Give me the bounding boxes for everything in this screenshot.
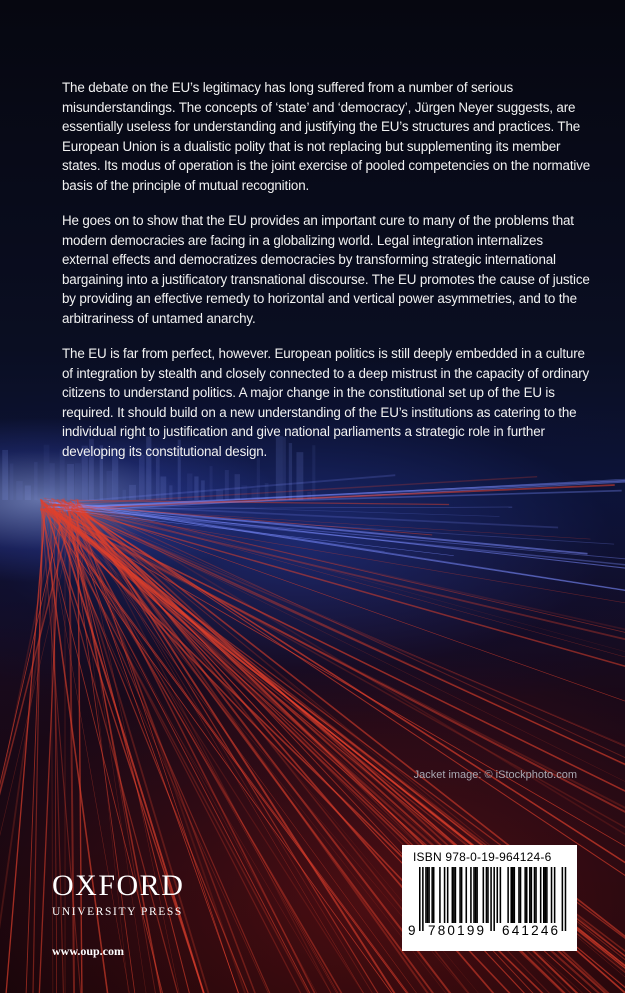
blurb-paragraph-1: The debate on the EU’s legitimacy has long suffered from a number of serious misunderstandings. The concepts of ‘state’ and ‘democracy’, Jürgen Neyer suggests, are essentially useless for understanding and justifying the EU’s structures and practices. The European Union is a dualistic polity that is not replacing but supplementing its member states. Its modus of operation is the joint exercise of pooled competencies on the normative basis of the principle of mutual recognition. [62,80,591,193]
barcode-bar [500,867,502,923]
barcode-bar [526,867,528,923]
barcode-bar [486,867,488,923]
blurb-paragraph-2: He goes on to show that the EU provides an important cure to many of the problems that modern democracies are facing in a globalizing world. Legal integration internalizes external effects and democratizes democracies by transforming strategic international bargaining into a justificatory transnational discourse. The EU promotes the cause of justice by providing an effective remedy to horizontal and vertical power asymmetries, and to the arbitrariness of untamed anarchy. [62,213,590,326]
barcode-digits-right: 641246 [502,923,561,938]
skyline-glow [265,483,269,500]
light-trail [76,506,432,535]
barcode-bar [535,867,537,923]
jacket-image-credit: Jacket image: © iStockphoto.com [413,769,577,781]
barcode-bar [453,867,455,923]
barcode-bar [419,867,421,931]
barcode-bar [444,867,446,923]
barcode-bar [551,867,553,923]
barcode-bar [422,867,424,931]
barcode-bar [545,867,547,923]
barcode-bar [520,867,522,923]
barcode-bar [427,867,429,923]
skyline-glow [235,474,240,500]
barcode-bar [534,867,536,923]
skyline-glow [25,485,31,500]
barcode-bar [546,867,548,923]
barcode-bar [510,867,512,923]
barcode-bar [518,867,520,923]
barcode-bar [514,867,516,923]
barcode-bar [473,867,475,923]
skyline-glow [129,485,136,500]
barcode-bar [433,867,435,923]
light-trail [33,502,43,993]
skyline-glow [49,463,54,500]
publisher-url: www.oup.com [52,944,125,958]
skyline-glow [44,445,50,500]
barcode-bar [447,867,449,923]
barcode-bar [475,867,477,923]
barcode-bar [455,867,457,923]
barcode-bar [461,867,463,923]
barcode-bar [439,867,441,923]
barcode-bar [562,867,564,931]
skyline-glow [34,462,38,500]
barcode-bar [543,867,545,923]
skyline-glow [201,480,205,500]
barcode-bar [497,867,499,923]
barcode-bar [524,867,526,923]
barcode-bar [466,867,468,923]
light-trail [70,499,625,760]
barcode-bar [512,867,514,923]
barcode-bar [428,867,430,923]
skyline-glow [169,485,172,500]
skyline-glow [10,464,13,500]
barcode-bar [431,867,433,923]
light-trail [75,508,625,755]
barcode-bar [425,867,427,923]
blurb-paragraph-3: The EU is far from perfect, however. European politics is still deeply embedded in a culture of integration by stealth and closely connected to a deep mistrust in the capacity of ordinary citizens to understand politics. A major change in the constitutional set up of the EU is required. It should build on a new understanding of the EU’s institutions as catering to the individual right to justification and give national parliaments a strategic role in further developing its constitutional design. [62,346,590,459]
skyline-glow [160,476,166,500]
skyline-glow [187,473,192,500]
barcode-bar [540,867,542,923]
skyline-glow [123,490,126,500]
skyline-glow [16,481,23,500]
barcode-bar [531,867,533,923]
isbn-label: ISBN 978-0-19-964124-6 [413,850,552,864]
barcode-bar [565,867,567,931]
blurb-text [62,78,592,477]
barcode-bar [476,867,478,923]
barcode-digits-left: 780199 [428,923,487,938]
barcode-bar [459,867,461,923]
isbn-barcode [402,845,577,951]
barcode-bar [483,867,485,923]
barcode-bar [490,867,492,931]
barcode-bar [493,867,495,931]
skyline-glow [216,490,223,500]
barcode-bar [554,867,556,923]
skyline-glow [194,476,198,500]
publisher-subtitle: UNIVERSITY PRESS [52,906,183,918]
publisher-logo [52,870,184,959]
light-trail [77,501,625,858]
skyline-glow [241,485,247,500]
publisher-name: OXFORD [52,869,185,902]
barcode-digit-first: 9 [408,923,418,938]
barcode-bar [507,867,509,923]
barcode-bar [529,867,531,923]
skyline-glow [307,492,311,500]
barcode-bar [487,867,489,923]
skyline-glow [2,450,8,500]
barcode-bar [452,867,454,923]
barcode-bar [470,867,472,923]
